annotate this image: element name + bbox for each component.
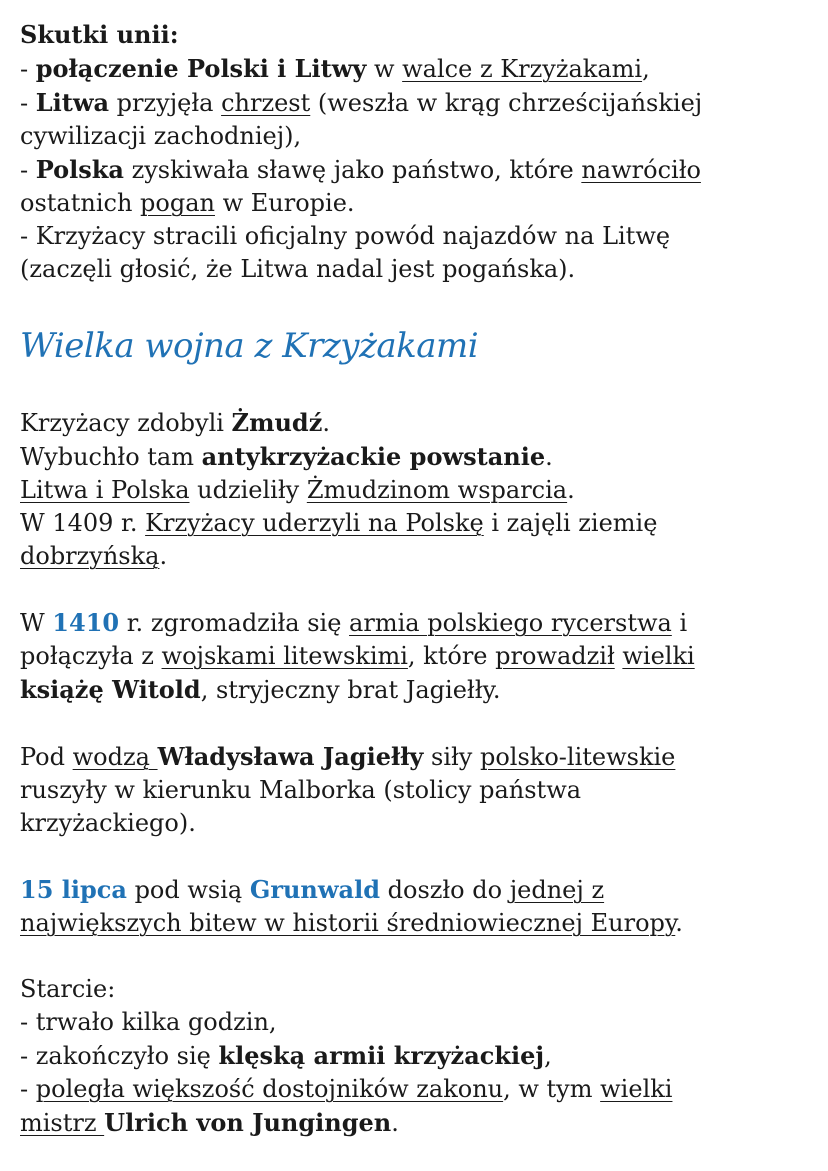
section-heading: Wielka wojna z Krzyżakami xyxy=(20,326,479,366)
spacer xyxy=(20,840,816,873)
list-item-continuation: mistrz Ulrich von Jungingen. xyxy=(20,1108,399,1137)
paragraph-grunwald xyxy=(20,873,816,940)
list-item: - zakończyło się klęską armii krzyżackiej, xyxy=(20,1041,552,1070)
text-line: dobrzyńską. xyxy=(20,542,168,570)
list-item: - Polska zyskiwała sławę jako państwo, które nawróciło xyxy=(20,155,701,184)
text-line: Starcie: xyxy=(20,975,116,1003)
document-page xyxy=(20,18,816,1140)
text-line: Litwa i Polska udzieliły Żmudzinom wsparcia. xyxy=(20,476,575,504)
text-line: W 1409 r. Krzyżacy uderzyli na Polskę i zajęli ziemię xyxy=(20,509,658,537)
list-item: - poległa większość dostojników zakonu, w tym wielki xyxy=(20,1075,673,1103)
year-highlight: 1410 xyxy=(52,608,120,637)
section-effects-of-union xyxy=(20,18,816,286)
list-item: - połączenie Polski i Litwy w walce z Krzyżakami, xyxy=(20,54,650,83)
paragraph-jagiello xyxy=(20,740,816,840)
list-item: - Krzyżacy stracili oficjalny powód najazdów na Litwę xyxy=(20,222,671,250)
text-line: W 1410 r. zgromadziła się armia polskiego rycerstwa i xyxy=(20,608,688,637)
text-line: Pod wodzą Władysława Jagiełły siły polsko-litewskie xyxy=(20,742,676,771)
paragraph-zmudz xyxy=(20,406,816,573)
place-highlight: Grunwald xyxy=(249,875,380,904)
text-line: książę Witold, stryjeczny brat Jagiełły. xyxy=(20,675,501,704)
text-line: Krzyżacy zdobyli Żmudź. xyxy=(20,408,330,437)
list-item-continuation: cywilizacji zachodniej), xyxy=(20,122,302,150)
spacer xyxy=(20,707,816,740)
list-item-continuation: (zaczęli głosić, że Litwa nadal jest pogańska). xyxy=(20,255,576,283)
list-item: - Litwa przyjęła chrzest (weszła w krąg chrześcijańskiej xyxy=(20,88,703,117)
text-line: największych bitew w historii średniowiecznej Europy. xyxy=(20,909,683,937)
section-title: Skutki unii: xyxy=(20,20,179,49)
list-item-continuation: ostatnich pogan w Europie. xyxy=(20,189,355,217)
paragraph-1410 xyxy=(20,606,816,707)
text-line: Wybuchło tam antykrzyżackie powstanie. xyxy=(20,442,553,471)
text-line: krzyżackiego). xyxy=(20,809,196,837)
spacer xyxy=(20,573,816,606)
text-line: 15 lipca pod wsią Grunwald doszło do jednej z xyxy=(20,875,605,904)
text-line: ruszyły w kierunku Malborka (stolicy państwa xyxy=(20,776,582,804)
spacer xyxy=(20,940,816,973)
list-item: - trwało kilka godzin, xyxy=(20,1008,277,1036)
paragraph-battle-outcome xyxy=(20,973,816,1140)
date-highlight: 15 lipca xyxy=(20,875,127,904)
text-line: połączyła z wojskami litewskimi, które prowadził wielki xyxy=(20,642,695,670)
